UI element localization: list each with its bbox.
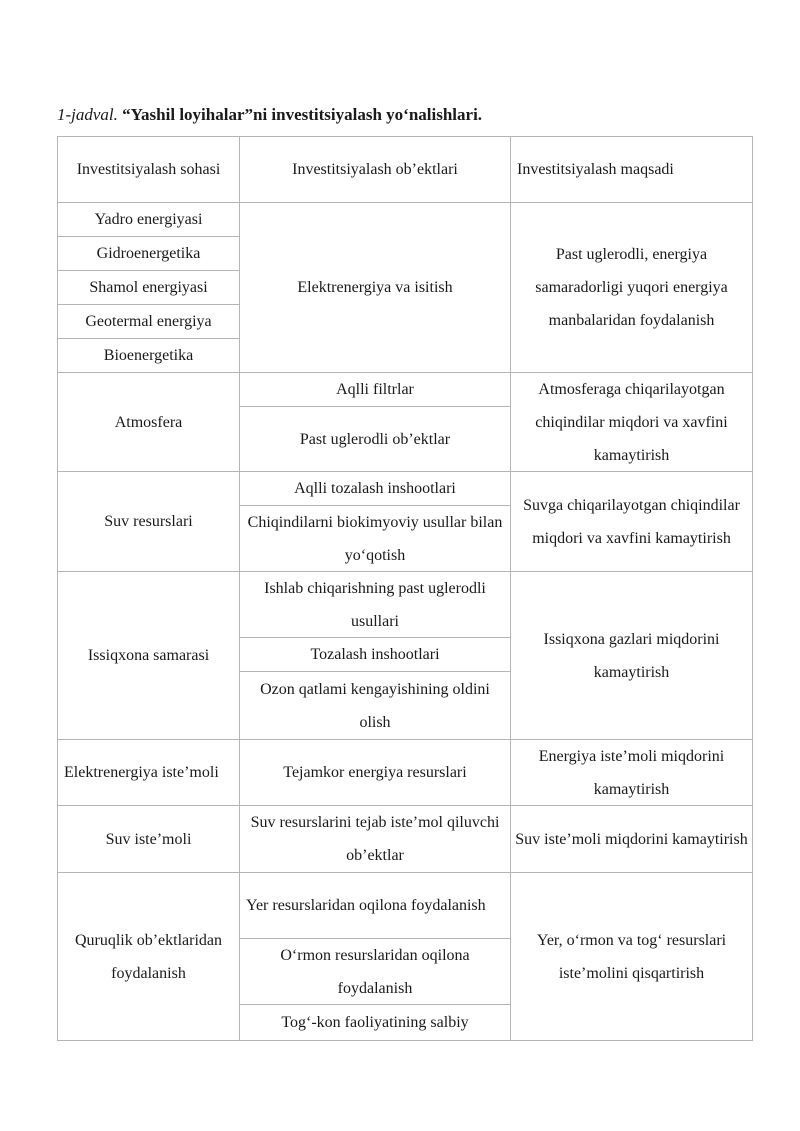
sector-geothermal: Geotermal energiya [57,305,240,339]
object-forest-resources: O‘rmon resurslaridan oqilona foydalanish [240,939,511,1005]
investment-table [57,136,753,1041]
object-low-carbon-facilities: Past uglerodli ob’ektlar [240,407,511,472]
table-caption [57,104,482,126]
sector-electricity-consumption: Elektrenergiya iste’moli [57,740,240,806]
object-land-resources: Yer resurslaridan oqilona foydalanish [240,873,511,939]
sector-water-consumption: Suv iste’moli [57,806,240,873]
object-electricity-heating: Elektrenergiya va isitish [240,203,511,373]
table-number: 1-jadval. [57,105,118,124]
header-goal: Investitsiyalash maqsadi [511,136,753,203]
sector-greenhouse: Issiqxona samarasi [57,572,240,740]
goal-greenhouse: Issiqxona gazlari miqdorini kamaytirish [511,572,753,740]
object-mining: Tog‘-kon faoliyatining salbiy [240,1005,511,1041]
object-biochemical-disposal: Chiqindilarni biokimyoviy usullar bilan yo‘qotish [240,506,511,572]
goal-atmosphere: Atmosferaga chiqarilayotgan chiqindilar miqdori va xavfini kamaytirish [511,373,753,472]
goal-low-carbon: Past uglerodli, energiya samaradorligi yuqori energiya manbalaridan foydalanish [511,203,753,373]
object-low-carbon-methods: Ishlab chiqarishning past uglerodli usullari [240,572,511,638]
object-water-saving: Suv resurslarini tejab iste’mol qiluvchi ob’ektlar [240,806,511,873]
goal-water-consumption: Suv iste’moli miqdorini kamaytirish [511,806,753,873]
object-smart-treatment: Aqlli tozalash inshootlari [240,472,511,506]
sector-atmosphere: Atmosfera [57,373,240,472]
sector-water-resources: Suv resurslari [57,472,240,572]
object-ozone: Ozon qatlami kengayishining oldini olish [240,672,511,740]
table-title: “Yashil loyihalar”ni investitsiyalash yo‘nalishlari. [122,105,483,124]
object-treatment-plants: Tozalash inshootlari [240,638,511,672]
header-sector: Investitsiyalash sohasi [57,136,240,203]
sector-land-use: Quruqlik ob’ektlaridan foydalanish [57,873,240,1041]
header-objects: Investitsiyalash ob’ektlari [240,136,511,203]
goal-energy: Energiya iste’moli miqdorini kamaytirish [511,740,753,806]
object-smart-filters: Aqlli filtrlar [240,373,511,407]
sector-bio: Bioenergetika [57,339,240,373]
sector-hydro: Gidroenergetika [57,237,240,271]
goal-water: Suvga chiqarilayotgan chiqindilar miqdori va xavfini kamaytirish [511,472,753,572]
object-efficient-energy: Tejamkor energiya resurslari [240,740,511,806]
sector-wind: Shamol energiyasi [57,271,240,305]
goal-land: Yer, o‘rmon va tog‘ resurslari iste’molini qisqartirish [511,873,753,1041]
sector-nuclear: Yadro energiyasi [57,203,240,237]
